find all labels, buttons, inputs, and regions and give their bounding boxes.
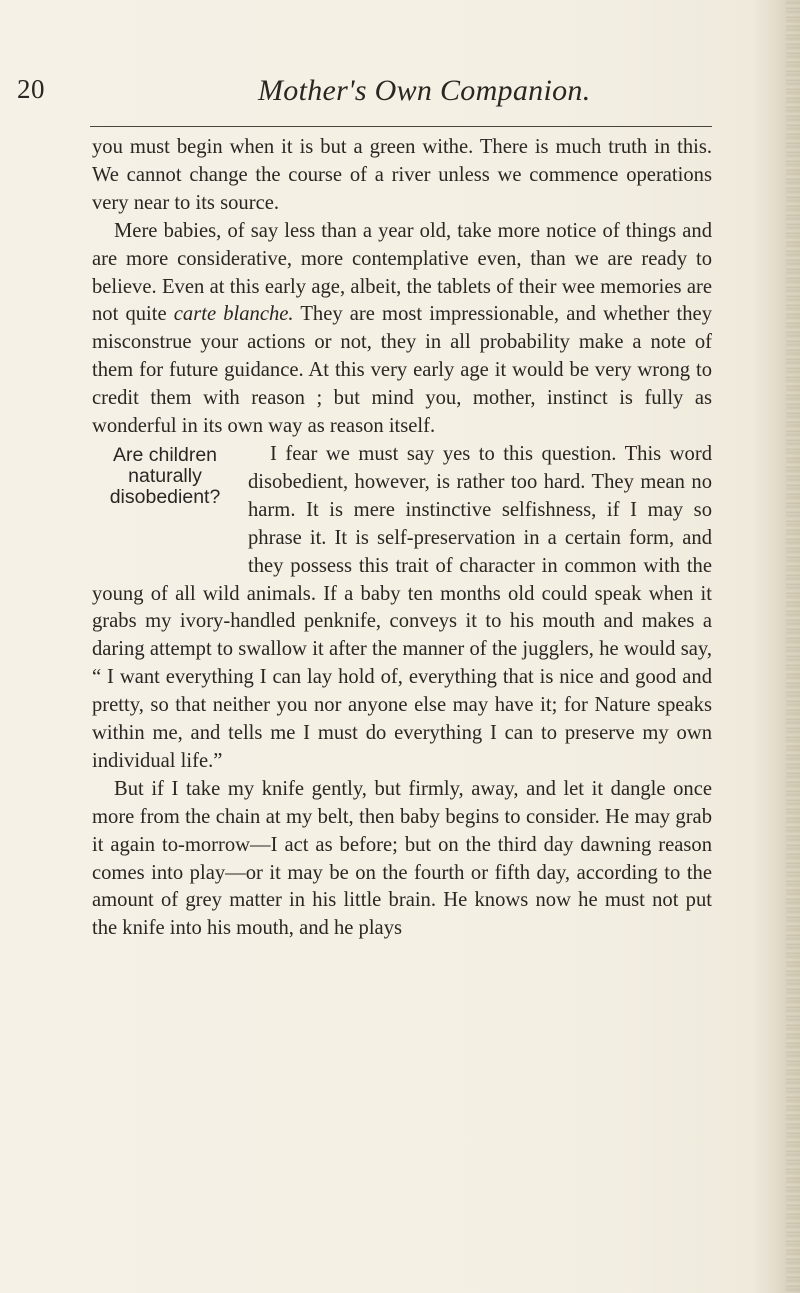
running-title: Mother's Own Companion. [258,74,591,107]
paragraph-4: But if I take my knife gently, but firmly, away, and let it dangle once more from the chain at my belt, then baby begins to consider. He may grab it again to-morrow—I act as before; but on the third day dawning reason comes into play—or it may be on the fourth or fifth day, according to the amount of grey matter in his little brain. He knows now he must not put the knife into his mouth, and he plays [92,777,712,940]
side-heading-line-2: naturally [128,464,202,487]
paragraph-2-text-a: Mere babies, of say less than a year old, take more notice of things and are more considerative, more contemplative even, than we are ready to believe. Even at this early age, albeit, the tablets of their wee memories are not quite [92,219,712,326]
side-heading-line-1: Are children [112,443,218,466]
header-rule [90,126,712,127]
paragraph-2 [92,218,712,441]
side-heading [92,445,238,557]
paragraph-2-text-b: They are most impressionable, and whether they misconstrue your actions or not, they in all probability make a note of them for future guidance. At this very early age it would be very wrong to credit them with reason ; but mind you, mother, instinct is fully as wonderful in its own way as reason itself. [92,303,712,438]
paragraph-2-italic: carte blanche. [173,303,294,326]
paragraph-3-text: I fear we must say yes to this question. This word disobedient, however, is rather too hard. They mean no harm. It is mere instinctive selfishness, if I may so phrase it. It is self-preservation in a certain form, and they possess this trait of character in common with the young of all wild animals. If a baby ten months old could speak when it grabs my ivory-handled penknife, conveys it to his mouth and makes a daring attempt to swallow it after the manner of the jugglers, he would say, “ I want everything I can lay hold of, everything that is nice and good and pretty, so that neither you nor anyone else may have it; for Nature speaks within me, and tells me I must do everything I can to preserve my own individual life.” [92,442,712,772]
page-number: 20 [17,74,45,104]
page-edge [786,0,800,1293]
body-text [92,134,712,943]
paragraph-3 [92,441,712,776]
paragraph-1: you must begin when it is but a green withe. There is much truth in this. We cannot change the course of a river unless we commence operations very near to its source. [92,136,712,214]
side-heading-line-3: disobedient? [109,485,221,508]
